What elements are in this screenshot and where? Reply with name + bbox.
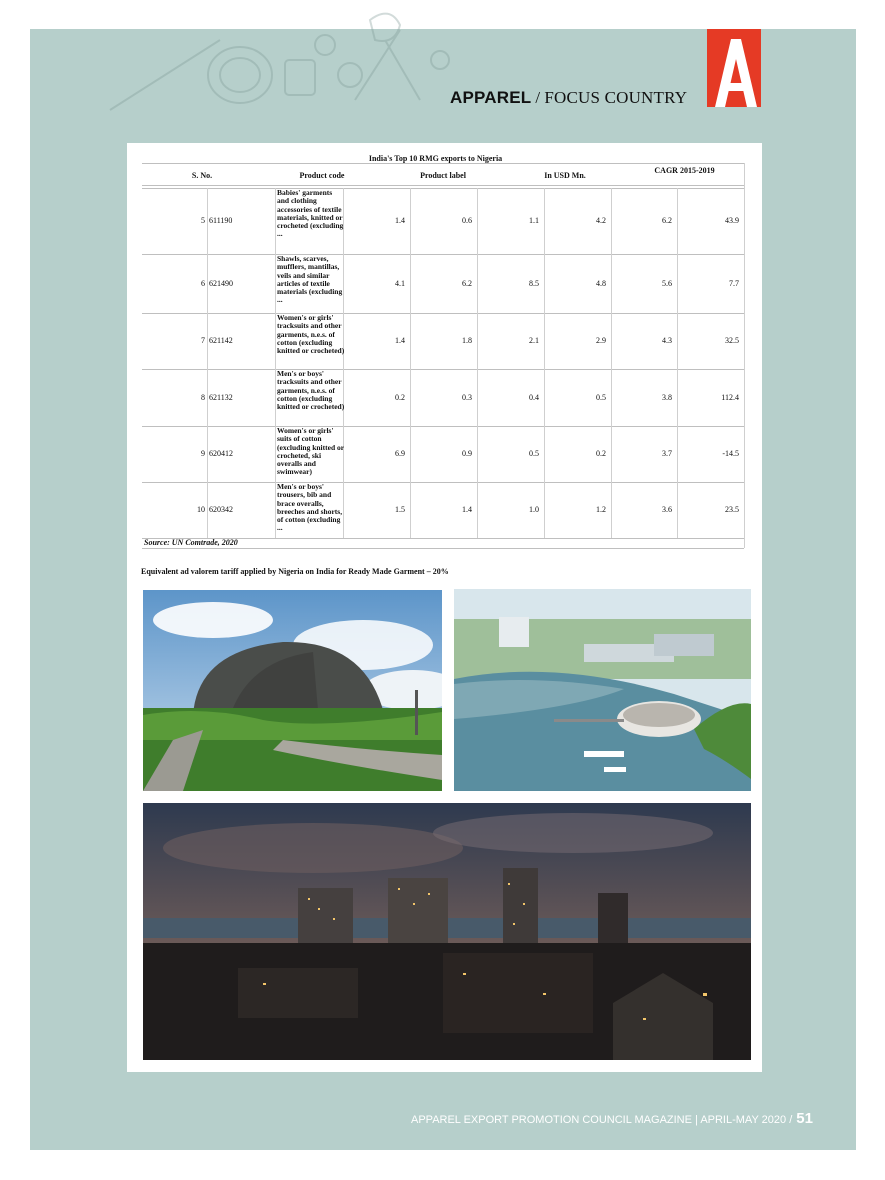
row-value-v3: 0.4 (529, 392, 539, 402)
row-product-label: Women's or girls' tracksuits and other garments, n.e.s. of cotton (excluding knitted or crocheted) (277, 314, 345, 356)
row-value-v1: 1.4 (395, 216, 405, 225)
row-value-v2: 1.8 (462, 336, 472, 345)
footer-separator: / (789, 1114, 793, 1126)
row-value-v4: 0.5 (596, 392, 606, 402)
row-sno: 6 (201, 278, 205, 288)
row-value-v1: 6.9 (395, 449, 405, 458)
row-value-v4: 4.2 (596, 216, 606, 225)
row-value-v3: 2.1 (529, 336, 539, 345)
row-value-v5: 3.6 (662, 505, 672, 514)
row-value-v4: 4.8 (596, 278, 606, 288)
row-product-code: 621142 (209, 336, 233, 345)
section-label: APPAREL (450, 88, 532, 107)
row-value-v2: 0.9 (462, 449, 472, 458)
col-header-usd: In USD Mn. (544, 171, 586, 180)
row-product-label: Men's or boys' trousers, bib and brace overalls, breeches and shorts, of cotton (excluding ... (277, 483, 343, 533)
row-value-v1: 0.2 (395, 392, 405, 402)
row-value-v1: 4.1 (395, 278, 405, 288)
row-value-v2: 0.3 (462, 392, 472, 402)
row-value-v3: 0.5 (529, 449, 539, 458)
row-product-code: 611190 (209, 216, 233, 225)
row-product-code: 620412 (209, 449, 233, 458)
col-header-label: Product label (420, 171, 466, 180)
row-value-v3: 8.5 (529, 278, 539, 288)
row-sno: 5 (201, 216, 205, 225)
row-value-v4: 2.9 (596, 336, 606, 345)
row-value-v5: 6.2 (662, 216, 672, 225)
row-product-label: Women's or girls' suits of cotton (excluding knitted or crocheted, ski overalls and swimwear) (277, 427, 344, 477)
row-value-v5: 3.8 (662, 392, 672, 402)
section-header (450, 88, 687, 108)
row-sno: 7 (201, 336, 205, 345)
row-value-v2: 1.4 (462, 505, 472, 514)
row-value-cagr: -14.5 (722, 449, 739, 458)
row-value-cagr: 32.5 (725, 336, 739, 345)
row-value-v5: 4.3 (662, 336, 672, 345)
row-value-v5: 3.7 (662, 449, 672, 458)
zuma-rock-photo (143, 590, 442, 791)
waterfront-rendering-photo (454, 589, 751, 791)
row-product-code: 621490 (209, 278, 233, 288)
row-value-v1: 1.4 (395, 336, 405, 345)
row-product-code: 621132 (209, 392, 233, 402)
row-value-v4: 1.2 (596, 505, 606, 514)
table-title: India's Top 10 RMG exports to Nigeria (368, 154, 503, 163)
page-footer (411, 1110, 813, 1127)
row-value-v1: 1.5 (395, 505, 405, 514)
row-product-label: Babies' garments and clothing accessories of textile materials, knitted or crocheted (excluding ... (277, 189, 344, 239)
col-header-cagr: CAGR 2015-2019 (654, 166, 715, 175)
row-product-label: Shawls, scarves, mufflers, mantillas, veils and similar articles of textile materials (excluding ... (277, 255, 343, 305)
apparel-logo-icon (707, 29, 761, 107)
tariff-note: Equivalent ad valorem tariff applied by Nigeria on India for Ready Made Garment – 20% (141, 567, 449, 576)
col-header-sno: S. No. (191, 171, 213, 180)
row-value-cagr: 43.9 (725, 216, 739, 225)
row-sno: 9 (201, 449, 205, 458)
row-value-v4: 0.2 (596, 449, 606, 458)
col-header-code: Product code (299, 171, 345, 180)
row-value-v2: 6.2 (462, 278, 472, 288)
page-number: 51 (796, 1110, 813, 1127)
row-product-code: 620342 (209, 505, 233, 514)
row-value-v2: 0.6 (462, 216, 472, 225)
row-value-cagr: 23.5 (725, 505, 739, 514)
sewing-tools-illustration (100, 0, 460, 120)
section-topic: FOCUS COUNTRY (544, 88, 688, 107)
row-sno: 10 (197, 505, 205, 514)
table-source: Source: UN Comtrade, 2020 (144, 538, 238, 547)
row-product-label: Men's or boys' tracksuits and other garments, n.e.s. of cotton (excluding knitted or crocheted) (277, 370, 345, 412)
row-sno: 8 (201, 392, 205, 402)
row-value-v3: 1.1 (529, 216, 539, 225)
header-separator: / (535, 88, 541, 107)
footer-magazine: APPAREL EXPORT PROMOTION COUNCIL MAGAZINE | APRIL-MAY 2020 (411, 1114, 787, 1126)
row-value-v5: 5.6 (662, 278, 672, 288)
row-value-v3: 1.0 (529, 505, 539, 514)
city-night-skyline-photo (143, 803, 751, 1060)
row-value-cagr: 112.4 (721, 392, 739, 402)
row-value-cagr: 7.7 (729, 278, 739, 288)
